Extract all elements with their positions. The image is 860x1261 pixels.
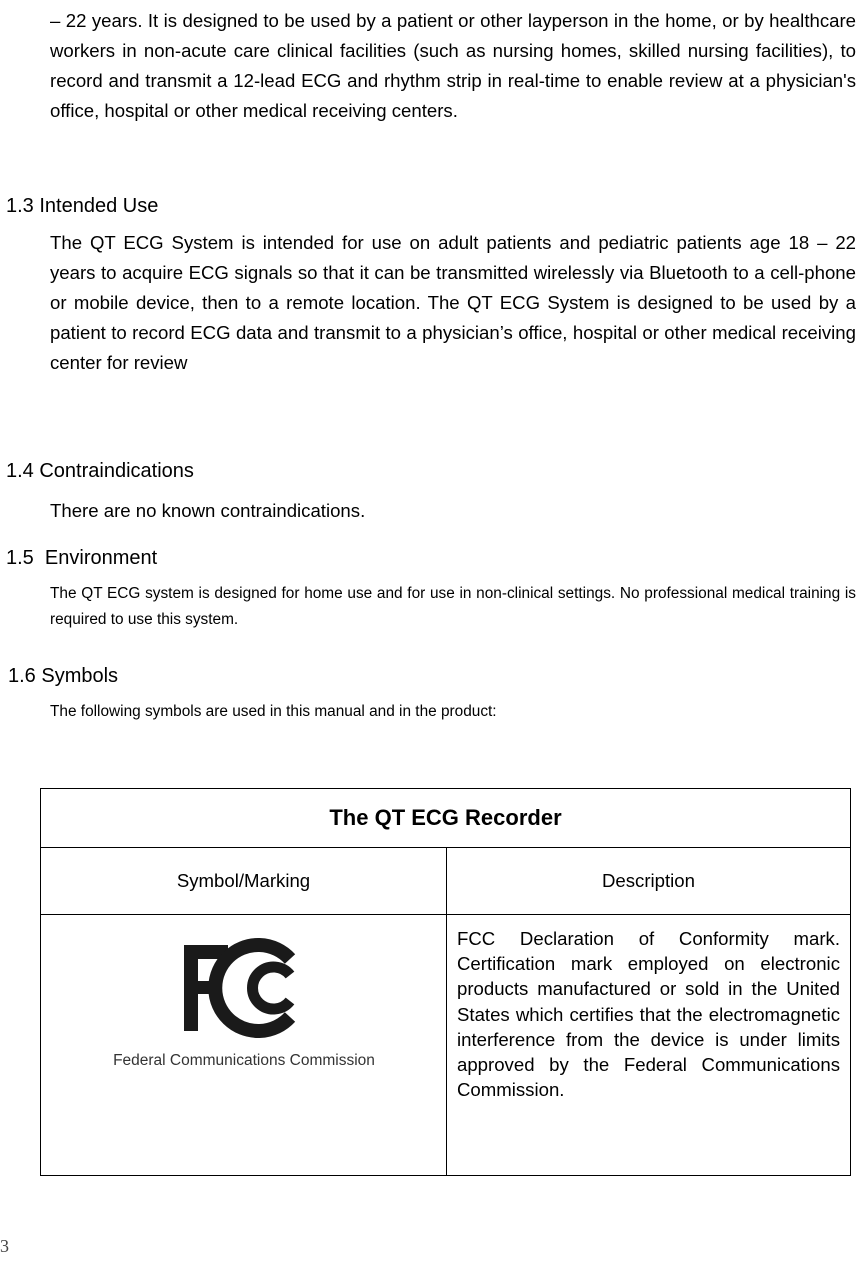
section-body-symbols: The following symbols are used in this manual and in the product: <box>50 703 497 720</box>
symbol-cell <box>41 915 447 1176</box>
description-cell <box>447 915 851 1176</box>
section-heading-contraindications: 1.4 Contraindications <box>6 460 194 482</box>
fcc-logo-caption: Federal Communications Commission <box>112 1052 375 1069</box>
section-heading-environment: 1.5 Environment <box>6 547 158 569</box>
column-header-description: Description <box>447 848 851 915</box>
section-heading-intended-use: 1.3 Intended Use <box>6 195 159 217</box>
fcc-description: FCC Declaration of Conformity mark. Certification mark employed on electronic products manufactured or sold in the United States which certifies that the electromagnetic interference from the device is under limits approved by the Federal Communications Commission. <box>457 928 840 1101</box>
section-body-intended-use: The QT ECG System is intended for use on adult patients and pediatric patients age 18 – 22 years to acquire ECG signals so that it can be transmitted wirelessly via Bluetooth to a cell-phone or mobile device, then to a remote location. The QT ECG System is designed to be used by a patient to record ECG data and transmit to a physician’s office, hospital or other medical receiving center for review <box>50 232 856 373</box>
fcc-logo-icon <box>94 933 394 1088</box>
section-body-environment: The QT ECG system is designed for home use and for use in non-clinical settings. No professional medical training is required to use this system. <box>50 585 856 628</box>
fcc-logo-graphic <box>94 933 394 1083</box>
symbols-table <box>40 788 851 1176</box>
page-number: 3 <box>0 1236 9 1256</box>
section-body-contraindications: There are no known contraindications. <box>50 500 366 521</box>
table-title: The QT ECG Recorder <box>41 789 851 848</box>
intro-paragraph: – 22 years. It is designed to be used by a patient or other layperson in the home, or by healthcare workers in non-acute care clinical facilities (such as nursing homes, skilled nursing facilities), to record and transmit a 12-lead ECG and rhythm strip in real-time to enable review at a physician's office, hospital or other medical receiving centers. <box>50 10 856 121</box>
column-header-symbol: Symbol/Marking <box>41 848 447 915</box>
section-heading-symbols: 1.6 Symbols <box>8 665 119 687</box>
table-row <box>41 915 851 1176</box>
